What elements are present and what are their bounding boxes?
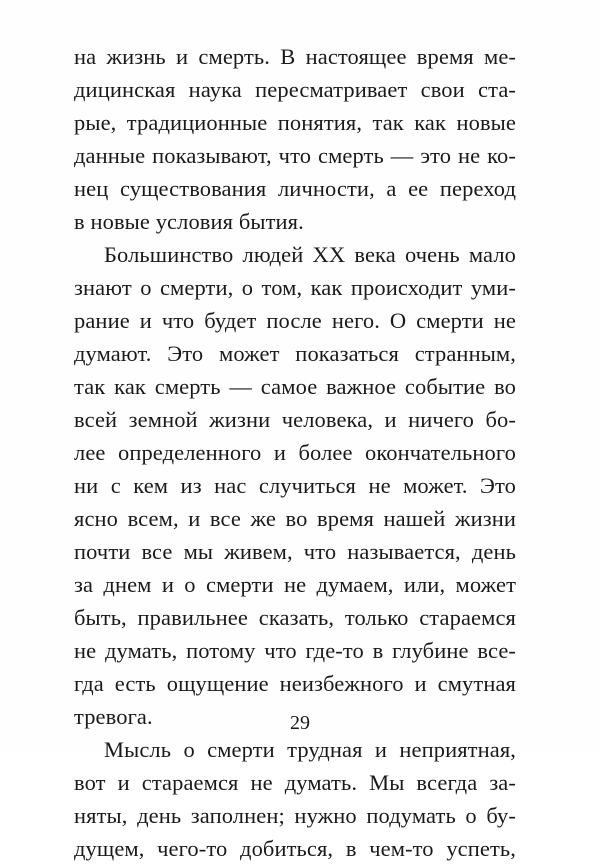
text-line: данные показывают, что смерть — это не ко- [74,143,516,168]
text-line: на жизнь и смерть. В настоящее время ме- [74,44,516,69]
text-line: рые, традиционные понятия, так как новые [74,110,516,135]
text-line: лее определенного и более окончательного [74,440,516,465]
body-text [74,40,516,865]
text-line: тревога. [74,704,153,729]
text-line: ясно всем, и все же во время нашей жизни [74,506,516,531]
text-line: почти все мы живем, что называется, день [74,539,516,564]
text-line: дущем, чего-то добиться, в чем-то успеть, [74,836,516,861]
text-line: в новые условия бытия. [74,209,304,234]
text-line: всей земной жизни человека, и ничего бо- [74,407,516,432]
page-number: 29 [290,712,310,734]
text-line: нец существования личности, а ее переход [74,176,516,201]
text-line: знают о смерти, о том, как происходит уми- [74,275,516,300]
paragraph-first-line: Большинство людей XX века очень мало [104,242,516,267]
text-line: быть, правильнее сказать, только стараемся [74,605,516,630]
text-line: не думать, потому что где-то в глубине все- [74,638,516,663]
text-line: няты, день заполнен; нужно подумать о бу- [74,803,516,828]
text-line: вот и стараемся не думать. Мы всегда за- [74,770,516,795]
text-line: так как смерть — самое важное событие во [74,374,516,399]
text-line: думают. Это может показаться странным, [74,341,516,366]
paragraph-first-line: Мысль о смерти трудная и неприятная, [104,737,516,762]
text-line: рание и что будет после него. О смерти не [74,308,516,333]
text-line: ни с кем из нас случиться не может. Это [74,473,516,498]
text-line: дицинская наука пересматривает свои ста- [74,77,516,102]
text-line: гда есть ощущение неизбежного и смутная [74,671,516,696]
text-line: за днем и о смерти не думаем, или, может [74,572,516,597]
